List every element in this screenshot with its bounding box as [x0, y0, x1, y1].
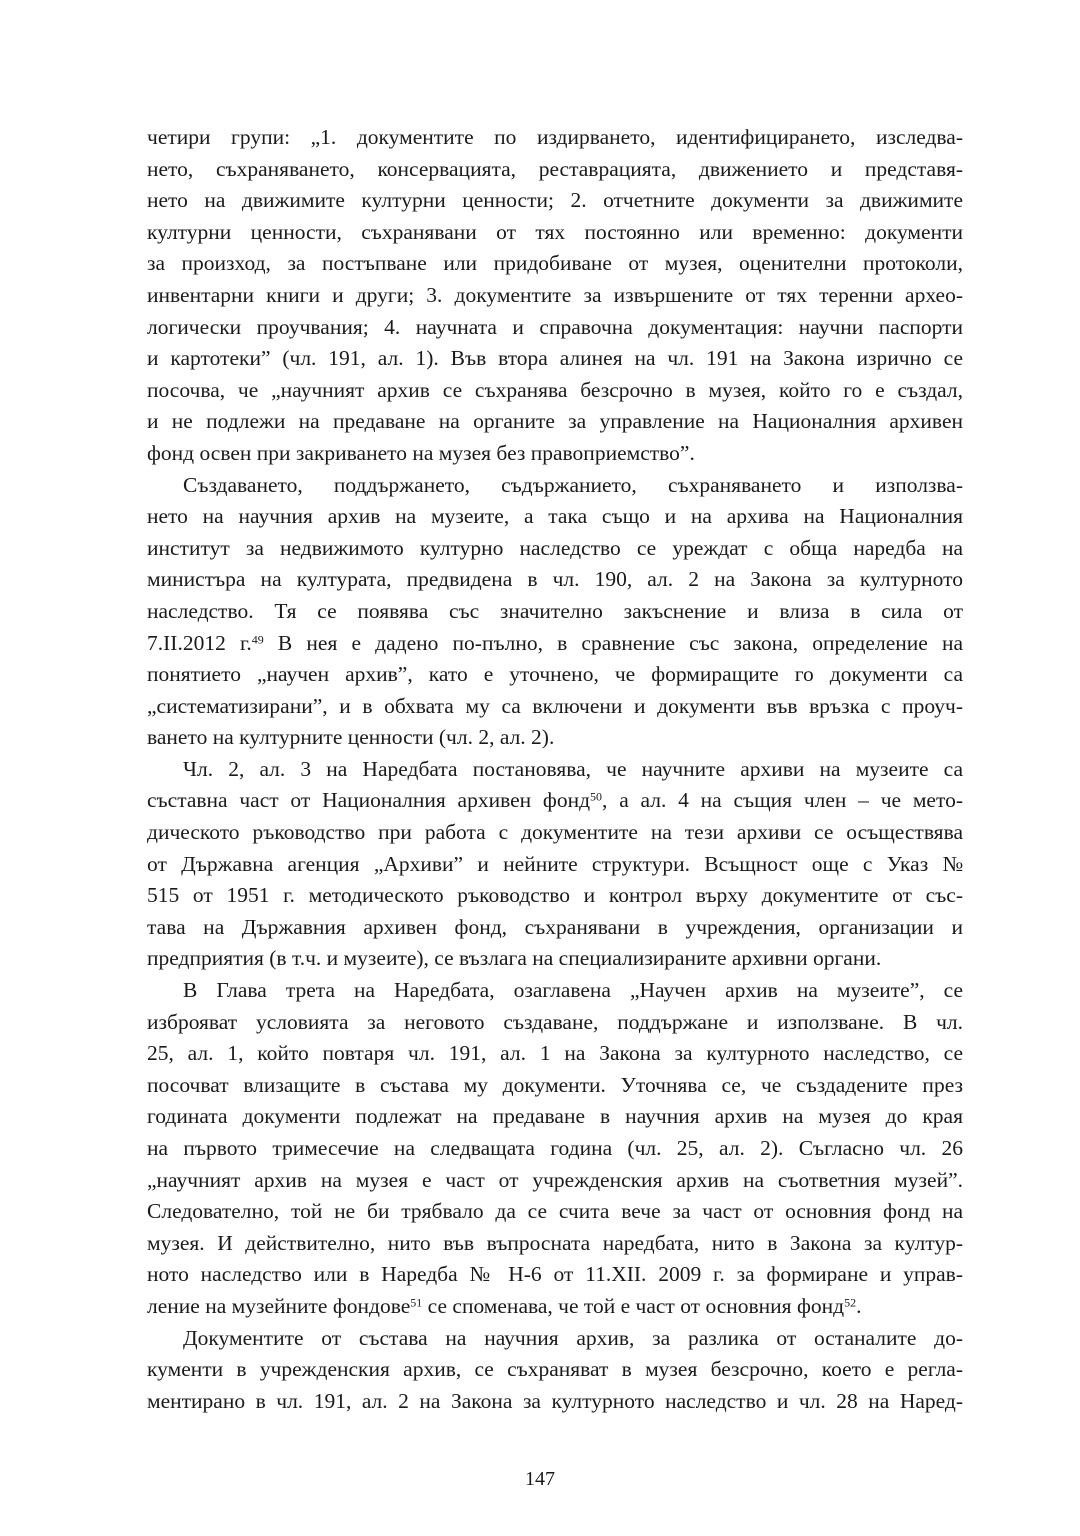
- line-text: 25, ал. 1, който повтаря чл. 191, ал. 1 на Закона за културното наследство, се: [147, 1041, 963, 1066]
- line-text: и картотеки” (чл. 191, ал. 1). Във втора алинея на чл. 191 на Закона изрично се: [147, 346, 963, 371]
- line-text: посочват влизащите в състава му документи. Уточнява се, че създадените през: [147, 1072, 963, 1097]
- line-text: инвентарни книги и други; 3. документите за извършените от тях теренни архео-: [147, 282, 963, 307]
- line-text: В нея е дадено по-пълно, в сравнение със закона, определение на: [263, 630, 963, 655]
- body-text: [147, 122, 963, 1417]
- line-text: нето, съхраняването, консервацията, реставрацията, движението и представя-: [147, 156, 963, 181]
- line-text: тава на Държавния архивен фонд, съхранявани в учреждения, организации и: [147, 914, 963, 939]
- line-text: министъра на културата, предвидена в чл. 190, ал. 2 на Закона за културното: [147, 567, 963, 592]
- paragraph: [147, 470, 963, 754]
- text-line: [147, 1291, 963, 1323]
- text-line: [147, 1386, 963, 1418]
- text-line: [147, 375, 963, 407]
- line-text: .: [856, 1293, 862, 1318]
- line-text: , а ал. 4 на същия член – че мето-: [602, 788, 963, 813]
- line-text: Чл. 2, ал. 3 на Наредбата постановява, че научните архиви на музеите са: [183, 756, 963, 781]
- paragraph: [147, 122, 963, 470]
- line-text: нето на научния архив на музеите, а така също и на архива на Националния: [147, 504, 963, 529]
- line-text: посочва, че „научният архив се съхранява безсрочно в музея, който го е създал,: [147, 377, 963, 402]
- line-text: 515 от 1951 г. методическото ръководство и контрол върху документите от със-: [147, 883, 963, 908]
- line-text: на първото тримесечие на следващата година (чл. 25, ал. 2). Съгласно чл. 26: [147, 1136, 963, 1160]
- line-text: Документите от състава на научния архив, за разлика от останалите до-: [183, 1325, 963, 1350]
- text-line: [147, 1070, 963, 1102]
- text-line: [147, 691, 963, 723]
- line-text: кументи в учрежденския архив, се съхраняват в музея безсрочно, което е регла-: [147, 1357, 963, 1382]
- line-text: В Глава трета на Наредбата, озаглавена „Научен архив на музеите”, се: [183, 978, 963, 1003]
- text-line: [147, 785, 963, 817]
- line-text: културни ценности, съхранявани от тях постоянно или временно: документи: [147, 219, 963, 244]
- text-line: [147, 564, 963, 596]
- line-text: „систематизирани”, и в обхвата му са включени и документи във връзка с проуч-: [147, 693, 963, 718]
- line-text: 7.II.2012 г.: [147, 630, 252, 655]
- text-line: [147, 943, 963, 975]
- footnote-ref: 52: [844, 1295, 857, 1310]
- text-line: [147, 470, 963, 502]
- text-line: [147, 849, 963, 881]
- text-line: [147, 1007, 963, 1039]
- line-text: и не подлежи на предаване на органите за управление на Националния архивен: [147, 409, 963, 434]
- text-line: [147, 596, 963, 628]
- paragraph: [147, 754, 963, 975]
- text-line: [147, 312, 963, 344]
- text-line: [147, 975, 963, 1007]
- text-line: [147, 185, 963, 217]
- text-line: [147, 406, 963, 438]
- text-line: [147, 880, 963, 912]
- text-line: [147, 1196, 963, 1228]
- line-text: четири групи: „1. документите по издирването, идентифицирането, изследва-: [147, 125, 963, 149]
- text-line: [147, 438, 963, 470]
- text-line: [147, 817, 963, 849]
- line-text: за произход, за постъпване или придобиване от музея, оценителни протоколи,: [147, 251, 963, 276]
- line-text: „научният архив на музея е част от учрежденския архив на съответния музей”.: [147, 1167, 963, 1192]
- text-line: [147, 1323, 963, 1355]
- paragraph: [147, 975, 963, 1323]
- footnote-ref: 50: [590, 789, 603, 804]
- page-number: 147: [525, 1468, 555, 1490]
- paragraph: [147, 1323, 963, 1418]
- text-line: [147, 533, 963, 565]
- text-line: [147, 722, 963, 754]
- line-text: съставна част от Националния архивен фонд: [147, 788, 591, 813]
- line-text: ментирано в чл. 191, ал. 2 на Закона за културното наследство и чл. 28 на Наред-: [147, 1388, 963, 1413]
- text-line: [147, 754, 963, 786]
- text-line: [147, 659, 963, 691]
- text-line: [147, 501, 963, 533]
- text-line: [147, 122, 963, 154]
- text-line: [147, 280, 963, 312]
- footnote-ref: 49: [251, 631, 264, 646]
- text-line: [147, 248, 963, 280]
- line-text: фонд освен при закриването на музея без правоприемство”.: [147, 440, 695, 465]
- line-text: Следователно, той не би трябвало да се счита вече за част от основния фонд на: [147, 1199, 963, 1224]
- line-text: годината документи подлежат на предаване в научния архив на музея до края: [147, 1104, 963, 1129]
- text-line: [147, 217, 963, 249]
- line-text: предприятия (в т.ч. и музеите), се възлага на специализираните архивни органи.: [147, 946, 882, 971]
- text-line: [147, 1038, 963, 1070]
- line-text: дическото ръководство при работа с документите на тези архиви се осъществява: [147, 820, 963, 845]
- text-line: [147, 1165, 963, 1197]
- text-line: [147, 343, 963, 375]
- line-text: изброяват условията за неговото създаване, поддържане и използване. В чл.: [147, 1009, 963, 1034]
- line-text: институт за недвижимото културно наследство се уреждат с обща наредба на: [147, 535, 963, 560]
- line-text: ването на културните ценности (чл. 2, ал. 2).: [147, 725, 555, 750]
- text-line: [147, 628, 963, 660]
- text-line: [147, 1133, 963, 1165]
- line-text: музея. И действително, нито във въпросната наредбата, нито в Закона за култур-: [147, 1230, 963, 1255]
- line-text: логически проучвания; 4. научната и справочна документация: научни паспорти: [147, 314, 963, 339]
- text-line: [147, 1354, 963, 1386]
- line-text: се споменава, че той е част от основния фонд: [422, 1293, 845, 1318]
- footnote-ref: 51: [410, 1295, 423, 1310]
- line-text: понятието „научен архив”, като е уточнено, че формиращите го документи са: [147, 662, 963, 687]
- line-text: от Държавна агенция „Архиви” и нейните структури. Всъщност още с Указ №: [147, 851, 963, 876]
- line-text: нето на движимите културни ценности; 2. отчетните документи за движимите: [147, 188, 963, 213]
- text-line: [147, 1228, 963, 1260]
- line-text: ното наследство или в Наредба № Н-6 от 11.XII. 2009 г. за формиране и управ-: [147, 1262, 963, 1287]
- line-text: наследство. Тя се появява със значително закъснение и влиза в сила от: [147, 598, 963, 623]
- line-text: ление на музейните фондове: [147, 1293, 411, 1318]
- line-text: Създаването, поддържането, съдържанието, съхраняването и използва-: [183, 472, 963, 497]
- text-line: [147, 154, 963, 186]
- text-line: [147, 1101, 963, 1133]
- text-line: [147, 912, 963, 944]
- text-line: [147, 1259, 963, 1291]
